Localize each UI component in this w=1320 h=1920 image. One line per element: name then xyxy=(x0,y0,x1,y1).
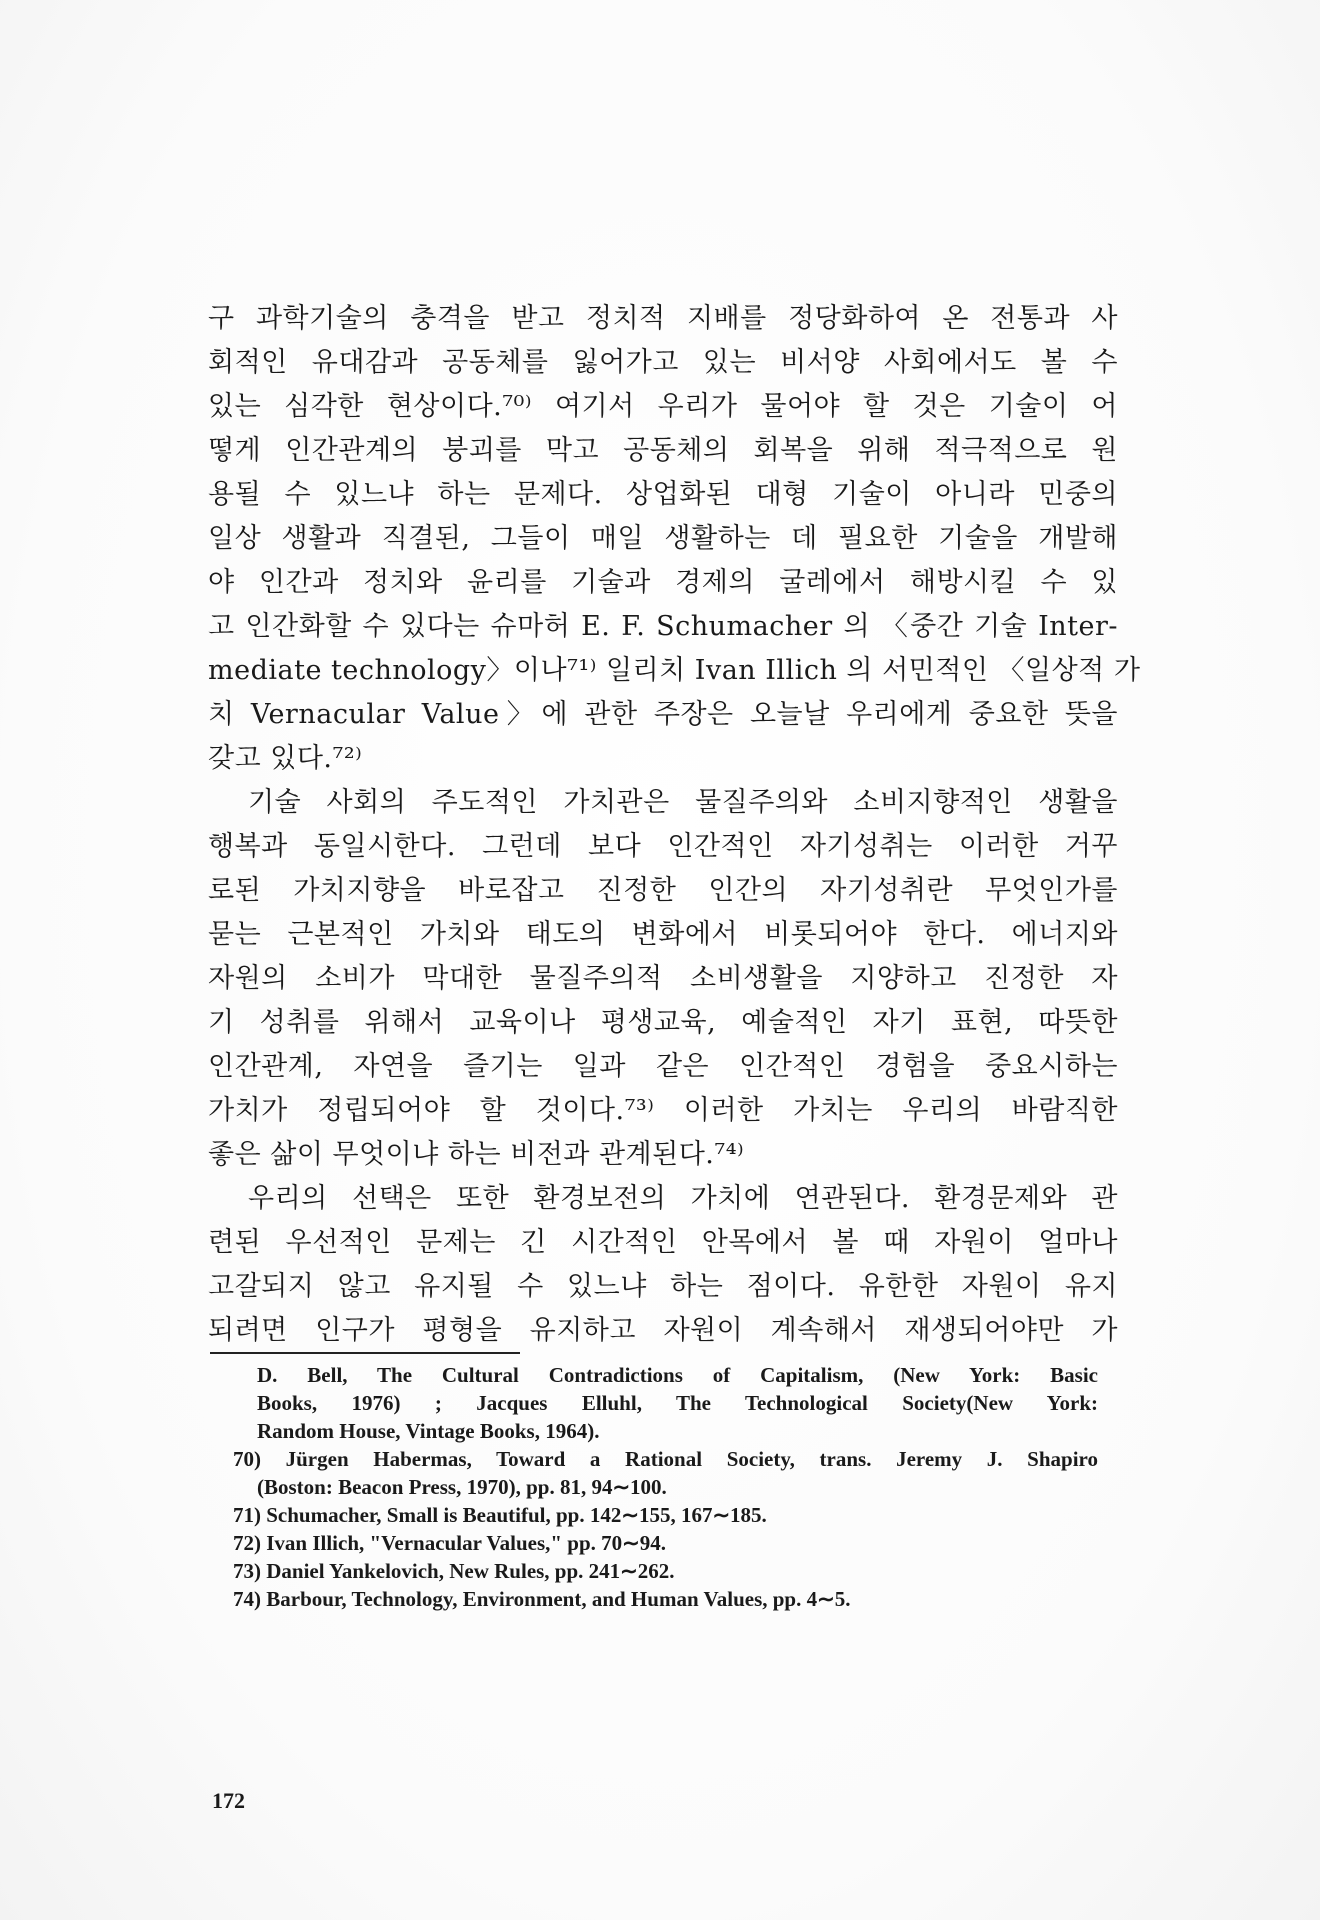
body-line: 고 인간화할 수 있다는 슈마허 E. F. Schumacher 의 〈중간 기술 Inter- xyxy=(208,611,1118,642)
body-line: 야 인간과 정치와 윤리를 기술과 경제의 굴레에서 해방시킬 수 있 xyxy=(208,567,1118,598)
body-text xyxy=(208,297,1141,1353)
body-line: 행복과 동일시한다. 그런데 보다 인간적인 자기성취는 이러한 거꾸 xyxy=(208,831,1118,862)
body-line: 우리의 선택은 또한 환경보전의 가치에 연관된다. 환경문제와 관 xyxy=(248,1183,1118,1214)
footnote-line: Random House, Vintage Books, 1964). xyxy=(257,1419,600,1443)
footnote-line: 71) Schumacher, Small is Beautiful, pp. 142∼155, 167∼185. xyxy=(233,1503,767,1527)
body-line: 일상 생활과 직결된, 그들이 매일 생활하는 데 필요한 기술을 개발해 xyxy=(208,523,1118,554)
footnote-line: (Boston: Beacon Press, 1970), pp. 81, 94∼100. xyxy=(257,1475,667,1499)
body-line: 로된 가치지향을 바로잡고 진정한 인간의 자기성취란 무엇인가를 xyxy=(208,875,1118,906)
footnote-line: Books, 1976) ; Jacques Elluhl, The Technological Society(New York: xyxy=(257,1391,1098,1415)
body-line: 가치가 정립되어야 할 것이다.⁷³⁾ 이러한 가치는 우리의 바람직한 xyxy=(208,1095,1118,1126)
page-number: 172 xyxy=(212,1788,245,1813)
body-line: 좋은 삶이 무엇이냐 하는 비전과 관계된다.⁷⁴⁾ xyxy=(208,1139,745,1170)
body-line: 자원의 소비가 막대한 물질주의적 소비생활을 지양하고 진정한 자 xyxy=(208,963,1118,994)
body-line: 있는 심각한 현상이다.⁷⁰⁾ 여기서 우리가 물어야 할 것은 기술이 어 xyxy=(208,391,1118,422)
footnotes xyxy=(233,1361,1098,1613)
footnote-line: 72) Ivan Illich, "Vernacular Values," pp. 70∼94. xyxy=(233,1531,666,1555)
body-line: 치 Vernacular Value〉에 관한 주장은 오늘날 우리에게 중요한 뜻을 xyxy=(208,699,1118,730)
body-line: 떻게 인간관계의 붕괴를 막고 공동체의 회복을 위해 적극적으로 원 xyxy=(208,435,1118,466)
body-line: 갖고 있다.⁷²⁾ xyxy=(208,743,363,774)
body-line: 인간관계, 자연을 즐기는 일과 같은 인간적인 경험을 중요시하는 xyxy=(208,1051,1118,1082)
body-line: 용될 수 있느냐 하는 문제다. 상업화된 대형 기술이 아니라 민중의 xyxy=(208,479,1118,510)
body-line: 기 성취를 위해서 교육이나 평생교육, 예술적인 자기 표현, 따뜻한 xyxy=(208,1007,1118,1038)
body-line: 회적인 유대감과 공동체를 잃어가고 있는 비서양 사회에서도 볼 수 xyxy=(208,347,1118,378)
body-line: 구 과학기술의 충격을 받고 정치적 지배를 정당화하여 온 전통과 사 xyxy=(208,303,1118,334)
footnote-line: 70) Jürgen Habermas, Toward a Rational Society, trans. Jeremy J. Shapiro xyxy=(233,1447,1098,1471)
footnote-line: 74) Barbour, Technology, Environment, and Human Values, pp. 4∼5. xyxy=(233,1587,851,1611)
footnote-divider xyxy=(210,1352,520,1354)
footnote-line: 73) Daniel Yankelovich, New Rules, pp. 241∼262. xyxy=(233,1559,675,1583)
body-line: 되려면 인구가 평형을 유지하고 자원이 계속해서 재생되어야만 가 xyxy=(208,1315,1118,1346)
body-line: 련된 우선적인 문제는 긴 시간적인 안목에서 볼 때 자원이 얼마나 xyxy=(208,1227,1118,1258)
footnote-line: D. Bell, The Cultural Contradictions of Capitalism, (New York: Basic xyxy=(257,1363,1098,1387)
body-line: 고갈되지 않고 유지될 수 있느냐 하는 점이다. 유한한 자원이 유지 xyxy=(208,1271,1118,1302)
body-line: 묻는 근본적인 가치와 태도의 변화에서 비롯되어야 한다. 에너지와 xyxy=(208,919,1118,950)
body-line: 기술 사회의 주도적인 가치관은 물질주의와 소비지향적인 생활을 xyxy=(248,787,1118,818)
body-line: mediate technology〉이나⁷¹⁾ 일리치 Ivan Illich 의 서민적인 〈일상적 가 xyxy=(208,655,1141,686)
